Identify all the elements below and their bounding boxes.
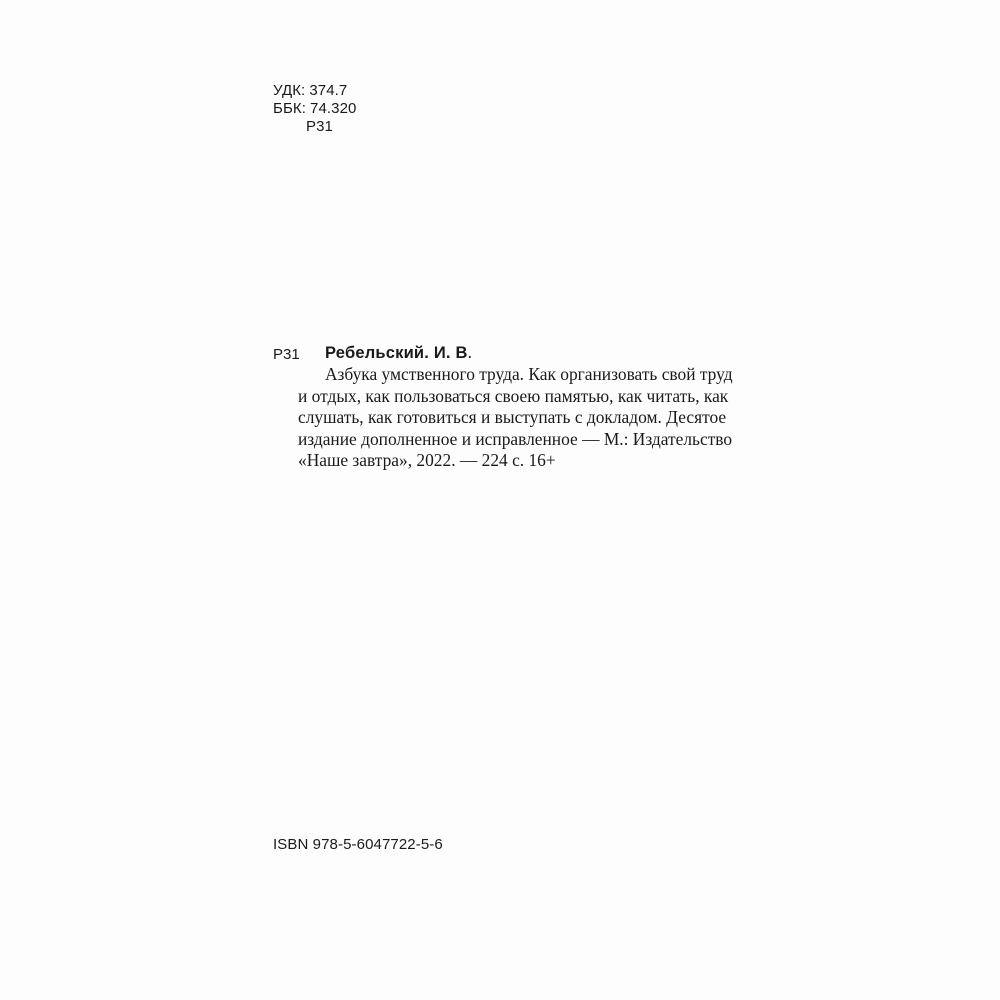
description-line: издание дополненное и исправленное — М.: Издательство bbox=[298, 428, 733, 449]
udk-label: УДК: bbox=[273, 82, 306, 99]
classification-block bbox=[273, 82, 356, 136]
udk-value: 374.7 bbox=[309, 82, 348, 99]
bibliographic-entry bbox=[298, 342, 733, 471]
description-line: и отдых, как пользоваться своею памятью, как читать, как bbox=[298, 385, 729, 406]
author-period: . bbox=[467, 342, 472, 362]
author-sign: Р31 bbox=[306, 118, 333, 135]
bbk-row bbox=[273, 100, 356, 118]
udk-row bbox=[273, 82, 356, 100]
author-name: Ребельский. И. В bbox=[325, 344, 468, 362]
description-line: слушать, как готовиться и выступать с докладом. Десятое bbox=[298, 407, 727, 428]
bbk-value: 74.320 bbox=[310, 100, 357, 117]
isbn: ISBN 978-5-6047722-5-6 bbox=[273, 836, 443, 853]
bbk-label: ББК: bbox=[273, 100, 306, 117]
entry-code: Р31 bbox=[273, 346, 300, 363]
description-line: Азбука умственного труда. Как организовать свой труд bbox=[325, 364, 733, 385]
description-line: «Наше завтра», 2022. — 224 с. 16+ bbox=[298, 450, 556, 471]
author-line bbox=[298, 342, 598, 364]
